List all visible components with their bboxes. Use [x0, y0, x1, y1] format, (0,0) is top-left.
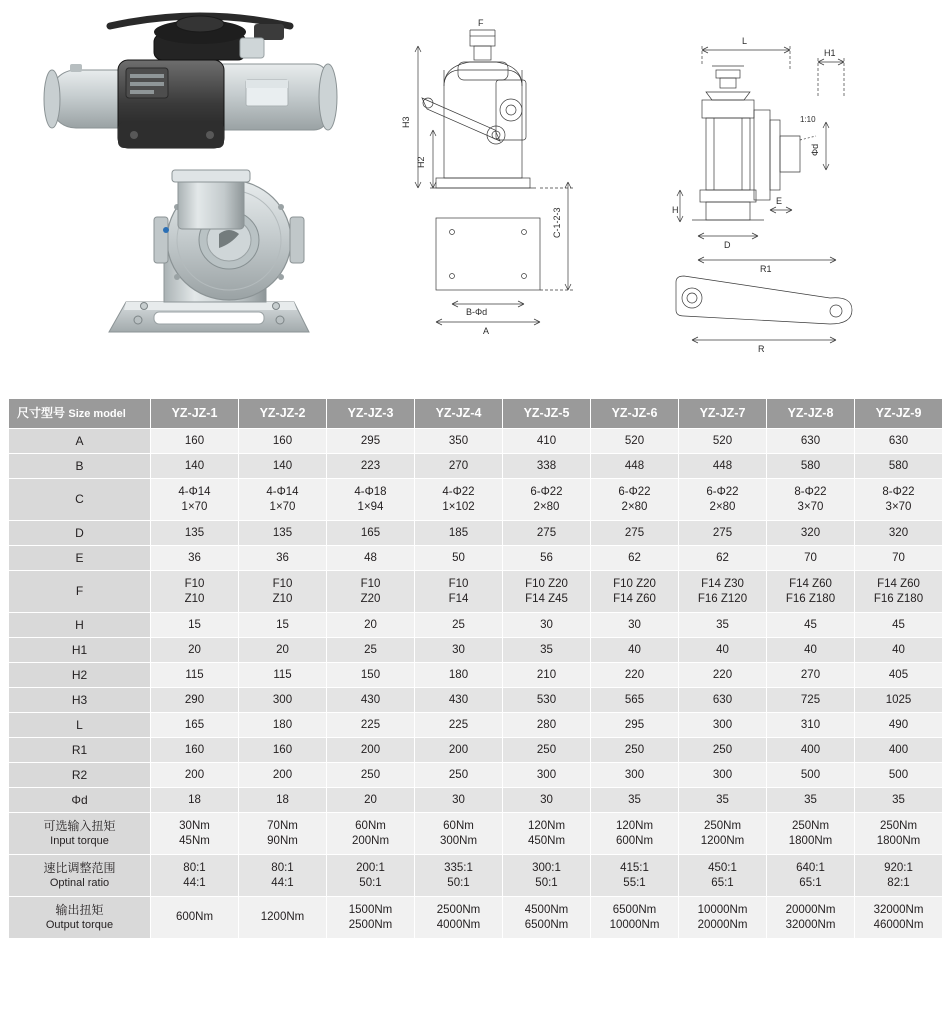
header-model-6: YZ-JZ-6 [591, 399, 679, 429]
table-cell: 223 [327, 454, 415, 479]
table-cell: 35 [591, 788, 679, 813]
table-cell: 275 [679, 521, 767, 546]
row-label: 输出扭矩 Output torque [9, 897, 151, 939]
table-cell: 415:1 55:1 [591, 855, 679, 897]
table-cell: 45 [767, 613, 855, 638]
table-cell: 6500Nm 10000Nm [591, 897, 679, 939]
header-model-5: YZ-JZ-5 [503, 399, 591, 429]
table-cell: 1200Nm [239, 897, 327, 939]
header-model-1: YZ-JZ-1 [151, 399, 239, 429]
table-cell: 135 [151, 521, 239, 546]
table-cell: 165 [327, 521, 415, 546]
table-cell: 35 [767, 788, 855, 813]
table-cell: 50 [415, 546, 503, 571]
table-cell: 310 [767, 713, 855, 738]
row-label: A [9, 429, 151, 454]
table-cell: F10 Z20 F14 Z60 [591, 571, 679, 613]
table-cell: 565 [591, 688, 679, 713]
table-cell: 448 [679, 454, 767, 479]
table-cell: 4-Φ14 1×70 [239, 479, 327, 521]
table-cell: 4-Φ22 1×102 [415, 479, 503, 521]
table-cell: 35 [679, 613, 767, 638]
illustration-area [0, 0, 950, 388]
table-row [9, 738, 943, 763]
table-cell: 220 [679, 663, 767, 688]
svg-text:L: L [742, 36, 748, 46]
svg-text:H1: H1 [824, 48, 836, 58]
table-cell: 40 [591, 638, 679, 663]
table-row [9, 663, 943, 688]
table-cell: 160 [239, 429, 327, 454]
table-cell: 520 [679, 429, 767, 454]
table-cell: 295 [327, 429, 415, 454]
table-cell: 40 [767, 638, 855, 663]
table-cell: 320 [767, 521, 855, 546]
svg-text:H: H [672, 205, 679, 215]
table-cell: 80:1 44:1 [239, 855, 327, 897]
table-cell: 530 [503, 688, 591, 713]
table-cell: 520 [591, 429, 679, 454]
table-cell: 630 [855, 429, 943, 454]
table-row [9, 855, 943, 897]
table-cell: 250 [591, 738, 679, 763]
table-cell: 160 [151, 738, 239, 763]
table-cell: 250 [327, 763, 415, 788]
table-row [9, 429, 943, 454]
table-cell: 45 [855, 613, 943, 638]
table-cell: 4-Φ14 1×70 [151, 479, 239, 521]
header-size-model-cn: 尺寸型号 [17, 405, 66, 420]
table-cell: 30 [503, 613, 591, 638]
table-cell: 180 [415, 663, 503, 688]
table-cell: 600Nm [151, 897, 239, 939]
table-cell: 30 [503, 788, 591, 813]
table-cell: 120Nm 600Nm [591, 813, 679, 855]
table-cell: 150 [327, 663, 415, 688]
table-cell: 200:1 50:1 [327, 855, 415, 897]
table-cell: 48 [327, 546, 415, 571]
table-cell: 220 [591, 663, 679, 688]
table-cell: 300:1 50:1 [503, 855, 591, 897]
table-cell: 630 [767, 429, 855, 454]
table-header-row [9, 399, 943, 429]
header-model-3: YZ-JZ-3 [327, 399, 415, 429]
table-cell: 56 [503, 546, 591, 571]
table-row [9, 571, 943, 613]
table-cell: 200 [415, 738, 503, 763]
table-cell: 70 [767, 546, 855, 571]
table-row [9, 638, 943, 663]
table-cell: 4-Φ18 1×94 [327, 479, 415, 521]
header-model-8: YZ-JZ-8 [767, 399, 855, 429]
row-label: C [9, 479, 151, 521]
table-cell: 70 [855, 546, 943, 571]
table-cell: F10 Z10 [239, 571, 327, 613]
header-size-model-en: Size model [68, 407, 126, 420]
table-cell: 30 [591, 613, 679, 638]
table-cell: 8-Φ22 3×70 [855, 479, 943, 521]
table-cell: 60Nm 300Nm [415, 813, 503, 855]
table-cell: 300 [679, 713, 767, 738]
table-cell: 250 [679, 738, 767, 763]
table-row [9, 813, 943, 855]
table-cell: 490 [855, 713, 943, 738]
table-cell: 270 [415, 454, 503, 479]
table-cell: 35 [679, 788, 767, 813]
table-cell: 4500Nm 6500Nm [503, 897, 591, 939]
table-cell: 140 [239, 454, 327, 479]
table-cell: 32000Nm 46000Nm [855, 897, 943, 939]
table-cell: 62 [679, 546, 767, 571]
table-cell: 250Nm 1200Nm [679, 813, 767, 855]
table-cell: 1500Nm 2500Nm [327, 897, 415, 939]
table-cell: 6-Φ22 2×80 [503, 479, 591, 521]
technical-drawing-side-view [640, 10, 940, 360]
table-cell: 280 [503, 713, 591, 738]
table-cell: 410 [503, 429, 591, 454]
product-photo [14, 2, 394, 358]
table-row [9, 454, 943, 479]
table-cell: 450:1 65:1 [679, 855, 767, 897]
table-cell: 200 [151, 763, 239, 788]
table-cell: 350 [415, 429, 503, 454]
svg-text:H3: H3 [401, 116, 411, 128]
spec-table-wrap [8, 398, 942, 939]
svg-text:1:10: 1:10 [800, 115, 816, 124]
table-cell: 185 [415, 521, 503, 546]
header-size-model [9, 399, 151, 429]
table-cell: 70Nm 90Nm [239, 813, 327, 855]
table-cell: 25 [415, 613, 503, 638]
table-cell: 160 [151, 429, 239, 454]
table-cell: 20 [239, 638, 327, 663]
row-label: R2 [9, 763, 151, 788]
table-cell: 10000Nm 20000Nm [679, 897, 767, 939]
table-cell: 8-Φ22 3×70 [767, 479, 855, 521]
table-cell: 20 [151, 638, 239, 663]
svg-text:F: F [478, 18, 484, 28]
table-cell: 290 [151, 688, 239, 713]
table-cell: 405 [855, 663, 943, 688]
table-cell: 25 [327, 638, 415, 663]
table-cell: 210 [503, 663, 591, 688]
table-cell: 35 [855, 788, 943, 813]
table-cell: 335:1 50:1 [415, 855, 503, 897]
table-cell: 320 [855, 521, 943, 546]
table-cell: 300 [239, 688, 327, 713]
row-label: Φd [9, 788, 151, 813]
row-label: E [9, 546, 151, 571]
header-model-9: YZ-JZ-9 [855, 399, 943, 429]
svg-text:B-Φd: B-Φd [466, 307, 488, 317]
row-label: H3 [9, 688, 151, 713]
table-cell: 300 [679, 763, 767, 788]
table-cell: 40 [855, 638, 943, 663]
header-model-4: YZ-JZ-4 [415, 399, 503, 429]
table-cell: 430 [415, 688, 503, 713]
table-cell: 250 [503, 738, 591, 763]
table-cell: F14 Z30 F16 Z120 [679, 571, 767, 613]
table-cell: 225 [415, 713, 503, 738]
table-cell: 500 [767, 763, 855, 788]
table-cell: F14 Z60 F16 Z180 [855, 571, 943, 613]
row-label: F [9, 571, 151, 613]
table-row [9, 763, 943, 788]
table-cell: 500 [855, 763, 943, 788]
table-cell: 2500Nm 4000Nm [415, 897, 503, 939]
row-label: 速比调整范围 Optinal ratio [9, 855, 151, 897]
svg-text:A: A [483, 326, 490, 336]
table-cell: 115 [239, 663, 327, 688]
table-cell: 640:1 65:1 [767, 855, 855, 897]
row-label: H1 [9, 638, 151, 663]
table-cell: 295 [591, 713, 679, 738]
header-model-2: YZ-JZ-2 [239, 399, 327, 429]
table-row [9, 479, 943, 521]
table-cell: 250Nm 1800Nm [767, 813, 855, 855]
table-cell: 40 [679, 638, 767, 663]
table-cell: 30Nm 45Nm [151, 813, 239, 855]
svg-text:H2: H2 [416, 156, 426, 168]
table-cell: 80:1 44:1 [151, 855, 239, 897]
table-cell: 15 [239, 613, 327, 638]
table-cell: 18 [151, 788, 239, 813]
table-cell: 338 [503, 454, 591, 479]
table-cell: 200 [327, 738, 415, 763]
table-cell: 6-Φ22 2×80 [591, 479, 679, 521]
svg-text:E: E [776, 196, 783, 206]
table-cell: 36 [239, 546, 327, 571]
table-cell: 30 [415, 638, 503, 663]
table-cell: 18 [239, 788, 327, 813]
table-cell: 225 [327, 713, 415, 738]
table-cell: 36 [151, 546, 239, 571]
table-cell: 400 [767, 738, 855, 763]
table-cell: 300 [591, 763, 679, 788]
table-cell: 200 [239, 763, 327, 788]
table-cell: 300 [503, 763, 591, 788]
row-label: H2 [9, 663, 151, 688]
table-cell: 135 [239, 521, 327, 546]
table-cell: 60Nm 200Nm [327, 813, 415, 855]
table-cell: 62 [591, 546, 679, 571]
table-cell: 20 [327, 788, 415, 813]
table-cell: 725 [767, 688, 855, 713]
table-cell: F10 Z10 [151, 571, 239, 613]
table-cell: 270 [767, 663, 855, 688]
svg-text:R1: R1 [760, 264, 772, 274]
row-label: 可选输入扭矩 Input torque [9, 813, 151, 855]
table-cell: 140 [151, 454, 239, 479]
row-label: H [9, 613, 151, 638]
svg-text:D: D [724, 240, 731, 250]
table-cell: 115 [151, 663, 239, 688]
table-cell: 580 [855, 454, 943, 479]
table-cell: 6-Φ22 2×80 [679, 479, 767, 521]
table-cell: 165 [151, 713, 239, 738]
svg-text:Φd: Φd [810, 143, 820, 156]
table-cell: F10 Z20 [327, 571, 415, 613]
technical-drawing-front-view [400, 10, 600, 360]
table-cell: 20 [327, 613, 415, 638]
header-model-7: YZ-JZ-7 [679, 399, 767, 429]
table-cell: 160 [239, 738, 327, 763]
table-row [9, 713, 943, 738]
table-cell: F14 Z60 F16 Z180 [767, 571, 855, 613]
row-label: L [9, 713, 151, 738]
table-cell: 35 [503, 638, 591, 663]
svg-text:C-1-2-3: C-1-2-3 [552, 207, 562, 238]
table-cell: 30 [415, 788, 503, 813]
dimension-spec-table [8, 398, 943, 939]
table-body [9, 429, 943, 939]
table-cell: 15 [151, 613, 239, 638]
table-row [9, 788, 943, 813]
table-cell: 430 [327, 688, 415, 713]
table-cell: 250 [415, 763, 503, 788]
table-cell: 20000Nm 32000Nm [767, 897, 855, 939]
table-cell: 180 [239, 713, 327, 738]
table-cell: 275 [591, 521, 679, 546]
row-label: R1 [9, 738, 151, 763]
row-label: B [9, 454, 151, 479]
table-cell: F10 Z20 F14 Z45 [503, 571, 591, 613]
table-cell: 400 [855, 738, 943, 763]
table-cell: 448 [591, 454, 679, 479]
table-row [9, 613, 943, 638]
table-cell: 630 [679, 688, 767, 713]
table-cell: 120Nm 450Nm [503, 813, 591, 855]
svg-text:R: R [758, 344, 765, 354]
table-row [9, 546, 943, 571]
table-cell: F10 F14 [415, 571, 503, 613]
table-row [9, 521, 943, 546]
table-cell: 275 [503, 521, 591, 546]
row-label: D [9, 521, 151, 546]
table-cell: 250Nm 1800Nm [855, 813, 943, 855]
table-cell: 1025 [855, 688, 943, 713]
table-cell: 920:1 82:1 [855, 855, 943, 897]
table-cell: 580 [767, 454, 855, 479]
table-row [9, 897, 943, 939]
table-row [9, 688, 943, 713]
